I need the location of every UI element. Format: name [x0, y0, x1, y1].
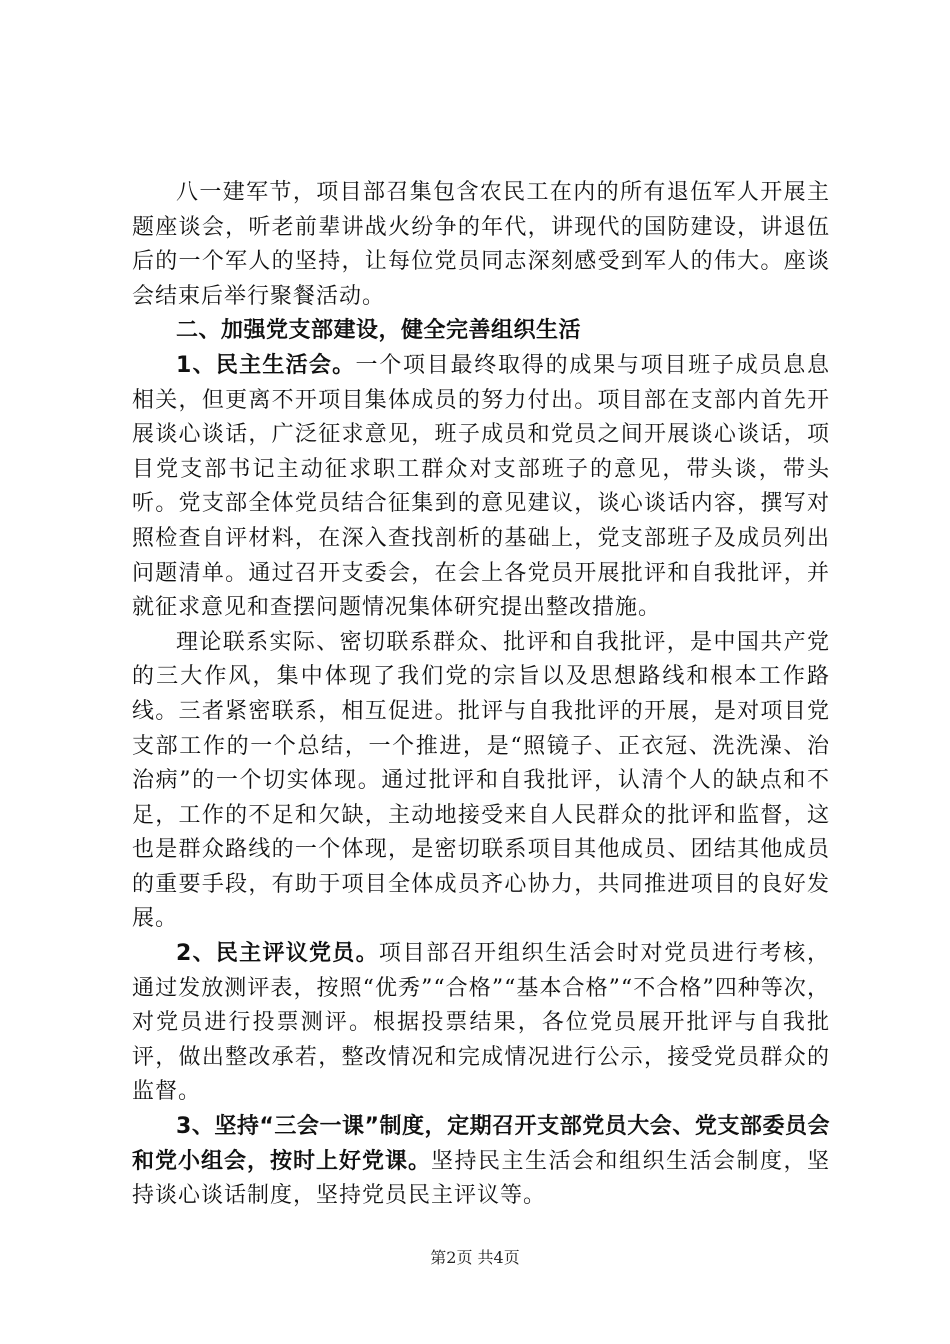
- paragraph-text: 八一建军节，项目部召集包含农民工在内的所有退伍军人开展主题座谈会，听老前辈讲战火纷争的年代，讲现代的国防建设，讲退伍后的一个军人的坚持，让每位党员同志深刻感受到军人的伟大。座谈会结束后举行聚餐活动。: [132, 180, 830, 309]
- paragraph-lead-bold: 3、坚持“三会一课”制度，定期召开支部党员大会、党支部委员会和党小组会，按时上好党课。: [132, 1114, 830, 1174]
- document-body: [132, 176, 830, 1214]
- paragraph-text: 理论联系实际、密切联系群众、批评和自我批评，是中国共产党的三大作风，集中体现了我们党的宗旨以及思想路线和根本工作路线。三者紧密联系，相互促进。批评与自我批评的开展，是对项目党支部工作的一个总结，一个推进，是“照镜子、正衣冠、洗洗澡、治治病”的一个切实体现。通过批评和自我批评，认清个人的缺点和不足，工作的不足和欠缺，主动地接受来自人民群众的批评和监督，这也是群众路线的一个体现，是密切联系项目其他成员、团结其他成员的重要手段，有助于项目全体成员齐心协力，共同推进项目的良好发展。: [132, 629, 830, 932]
- section-heading-party-branch: 二、加强党支部建设，健全完善组织生活: [176, 318, 582, 344]
- paragraph-text: 一个项目最终取得的成果与项目班子成员息息相关，但更离不开项目集体成员的努力付出。项目部在支部内首先开展谈心谈话，广泛征求意见，班子成员和党员之间开展谈心谈话，项目党支部书记主动征求职工群众对支部班子的意见，带头谈，带头听。党支部全体党员结合征集到的意见建议，谈心谈话内容，撰写对照检查自评材料，在深入查找剖析的基础上，党支部班子及成员列出问题清单。通过召开支委会，在会上各党员开展批评和自我批评，并就征求意见和查摆问题情况集体研究提出整改措施。: [132, 352, 830, 621]
- paragraph-lead-bold: 2、民主评议党员。: [176, 941, 379, 967]
- paragraph-three-meetings-one-lesson: [132, 1110, 830, 1214]
- paragraph-text: 项目部召开组织生活会时对党员进行考核，通过发放测评表，按照“优秀”“合格”“基本合格”“不合格”四种等次，对党员进行投票测评。根据投票结果，各位党员展开批评与自我批评，做出整改承若，整改情况和完成情况进行公示，接受党员群众的监督。: [132, 941, 830, 1105]
- paragraph-text: 坚持民主生活会和组织生活会制度，坚持谈心谈话制度，坚持党员民主评议等。: [132, 1148, 830, 1209]
- page-number-footer: 第2页 共4页: [430, 1248, 520, 1267]
- paragraph-three-styles: [132, 626, 830, 937]
- paragraph-democratic-evaluation: [132, 937, 830, 1110]
- paragraph-lead-bold: 1、民主生活会。: [176, 352, 356, 378]
- paragraph-army-day: [132, 176, 830, 314]
- paragraph-democratic-life-meeting: [132, 349, 830, 626]
